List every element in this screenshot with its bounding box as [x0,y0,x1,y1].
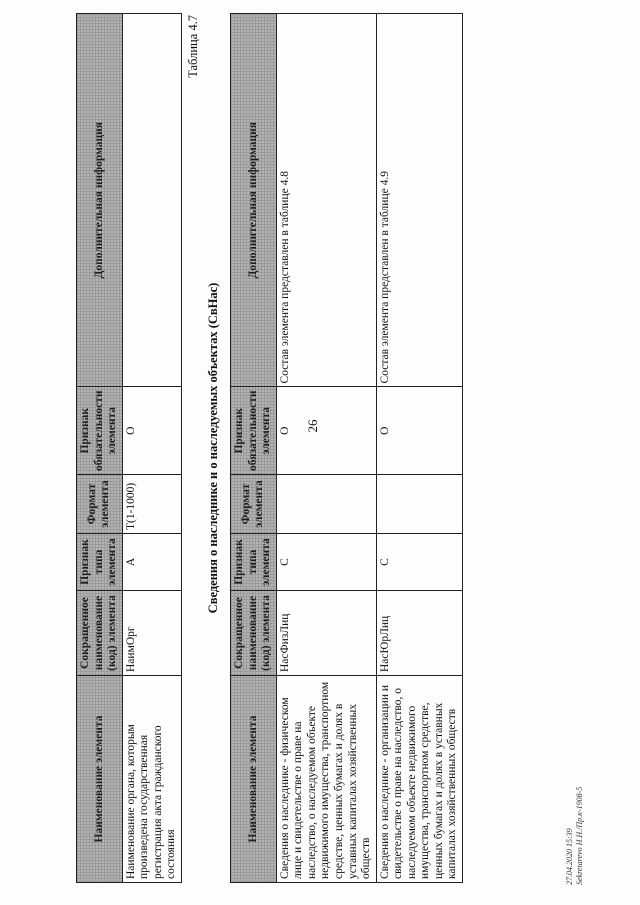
page-number: 26 [305,419,320,433]
table-row [122,14,181,883]
header-element-name: Наименование элемента [77,676,123,883]
header-type: Признак типа элемента [77,534,123,591]
cell-mandatory: О [376,387,462,475]
cell-short-name: НасЮрЛиц [376,591,462,676]
stamp-reference: Sekretarevo H.H./Пр.к-1908-5 [575,786,584,885]
header-additional-info: Дополнительная информация [231,14,277,387]
cell-short-name: НасФизЛиц [276,591,376,676]
cell-element-name: Сведения о наследнике - физическом лице и свидетельстве о праве на наследство, о наследуемом объекте недвижимого имущества, транспортном средстве, ценных бумагах и долях в уставных капиталах хозяйственных обществ [276,676,376,883]
table-continuation [76,13,182,883]
header-type: Признак типа элемента [231,534,277,591]
table-row [276,14,376,883]
header-element-name: Наименование элемента [231,676,277,883]
header-short-name: Сокращенное наименование (код) элемента [77,591,123,676]
header-format: Формат элемента [77,475,123,534]
cell-type: С [376,534,462,591]
cell-short-name: НаимОрг [122,591,181,676]
header-mandatory: Признак обязательности элемента [77,387,123,475]
print-stamp [565,787,585,885]
header-short-name: Сокращенное наименование (код) элемента [231,591,277,676]
cell-format: T(1-1000) [122,475,181,534]
cell-element-name: Наименование органа, которым произведена государственная регистрация акта гражданского состояния [122,676,181,883]
header-mandatory: Признак обязательности элемента [231,387,277,475]
cell-additional-info: Состав элемента представлен в таблице 4.8 [276,14,376,387]
stamp-date: 27.04.2020 15:39 [565,828,574,885]
table-header-row [231,14,277,883]
header-additional-info: Дополнительная информация [77,14,123,387]
cell-format [276,475,376,534]
table-heir-info [230,13,463,883]
cell-element-name: Сведения о наследнике - организации и свидетельстве о праве на наследство, о наследуемом объекте недвижимого имущества, транспортном средстве, ценных бумагах и долях в уставных капиталах хозяйственных обществ [376,676,462,883]
cell-additional-info: Состав элемента представлен в таблице 4.9 [376,14,462,387]
cell-type: А [122,534,181,591]
cell-additional-info [122,14,181,387]
cell-type: С [276,534,376,591]
header-format: Формат элемента [231,475,277,534]
cell-format [376,475,462,534]
table-label: Таблица 4.7 [186,15,200,78]
table-caption: Сведения о наследнике и о наследуемых объектах (СвНас) [206,282,220,614]
table-row [376,14,462,883]
table-header-row [77,14,123,883]
cell-mandatory: О [122,387,181,475]
cell-mandatory: О [276,387,376,475]
